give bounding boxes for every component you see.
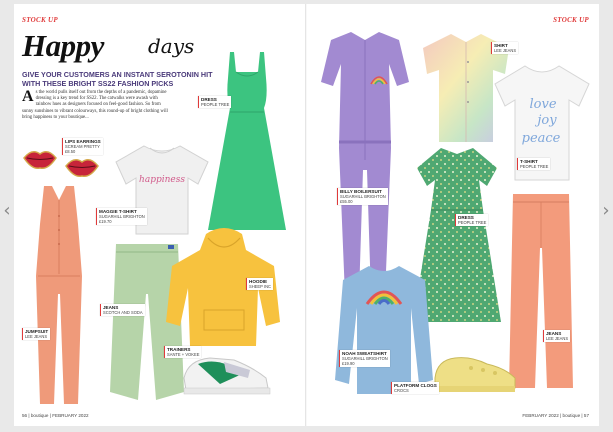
left-page <box>14 4 306 426</box>
intro-paragraph <box>22 90 172 121</box>
label-lips-earrings: LIPS EARRINGS SCREAM PRETTY £8.50 <box>62 138 103 155</box>
label-jeans-left: JEANS SCOTCH AND SODA <box>100 304 145 316</box>
headline-word-happy: Happy <box>22 28 104 63</box>
headline <box>22 28 212 64</box>
section-tag-left: STOCK UP <box>22 16 58 24</box>
label-dress-right: DRESS PEOPLE TREE <box>455 214 488 226</box>
drop-cap: A <box>22 88 34 105</box>
label-trainers: TRAINERS SANTE + VOKEE <box>164 346 201 358</box>
label-dress-left: DRESS PEOPLE TREE <box>198 96 231 108</box>
green-dress-image <box>206 50 288 234</box>
tshirt-print-peace: peace <box>521 131 561 146</box>
label-maggie-tshirt: MAGGIE T-SHIRT SUGARHILL BRIGHTON £19.70 <box>96 208 147 225</box>
label-shirt: SHIRT LEE JEANS <box>491 42 518 54</box>
label-jeans-right: JEANS LEE JEANS <box>543 330 570 342</box>
tshirt-print-joy: joy <box>537 113 557 128</box>
maggie-tshirt-print: happiness <box>139 175 185 185</box>
label-jumpsuit: JUMPSUIT LEE JEANS <box>22 328 50 340</box>
standfirst: GIVE YOUR CUSTOMERS AN INSTANT SEROTONIN HIT WITH THESE BRIGHT SS22 FASHION PICKS <box>22 70 213 88</box>
headline-word-days: days <box>148 34 195 58</box>
rainbow-sweatshirt-image <box>333 262 435 400</box>
jumpsuit-image <box>28 184 90 406</box>
next-page-arrow-icon[interactable]: › <box>602 199 610 221</box>
footer-left: 56 | boutique | FEBRUARY 2022 <box>22 413 89 418</box>
label-billy-boilersuit: BILLY BOILERSUIT SUGARHILL BRIGHTON £55.00 <box>337 188 388 205</box>
right-page <box>307 4 599 426</box>
tshirt-print-love: love <box>529 97 557 112</box>
label-tshirt: T-SHIRT PEOPLE TREE <box>517 158 550 170</box>
label-platform-clogs: PLATFORM CLOGS CROCS <box>391 382 439 394</box>
label-hoodie: HOODIE SHEEP INC <box>246 278 273 290</box>
previous-page-arrow-icon[interactable]: ‹ <box>3 199 11 221</box>
intro-text: s the world pulls itself out from the depths of a pandemic, dopamine dressing is a key trend for SS22. The catwalks were awash with rainbow hues as designers focused on feel-good fashion. So from sunny sunshines to vibrant colourways, this round-up of bright clothing will bring happiness to your boutique... <box>22 90 168 120</box>
footer-right: FEBRUARY 2022 | boutique | 57 <box>522 413 589 418</box>
boilersuit-image <box>319 30 411 298</box>
platform-clogs-image <box>431 348 521 396</box>
section-tag-right: STOCK UP <box>553 16 589 24</box>
label-noah-sweatshirt: NOAH SWEATSHIRT SUGARHILL BRIGHTON £19.90 <box>339 350 390 367</box>
